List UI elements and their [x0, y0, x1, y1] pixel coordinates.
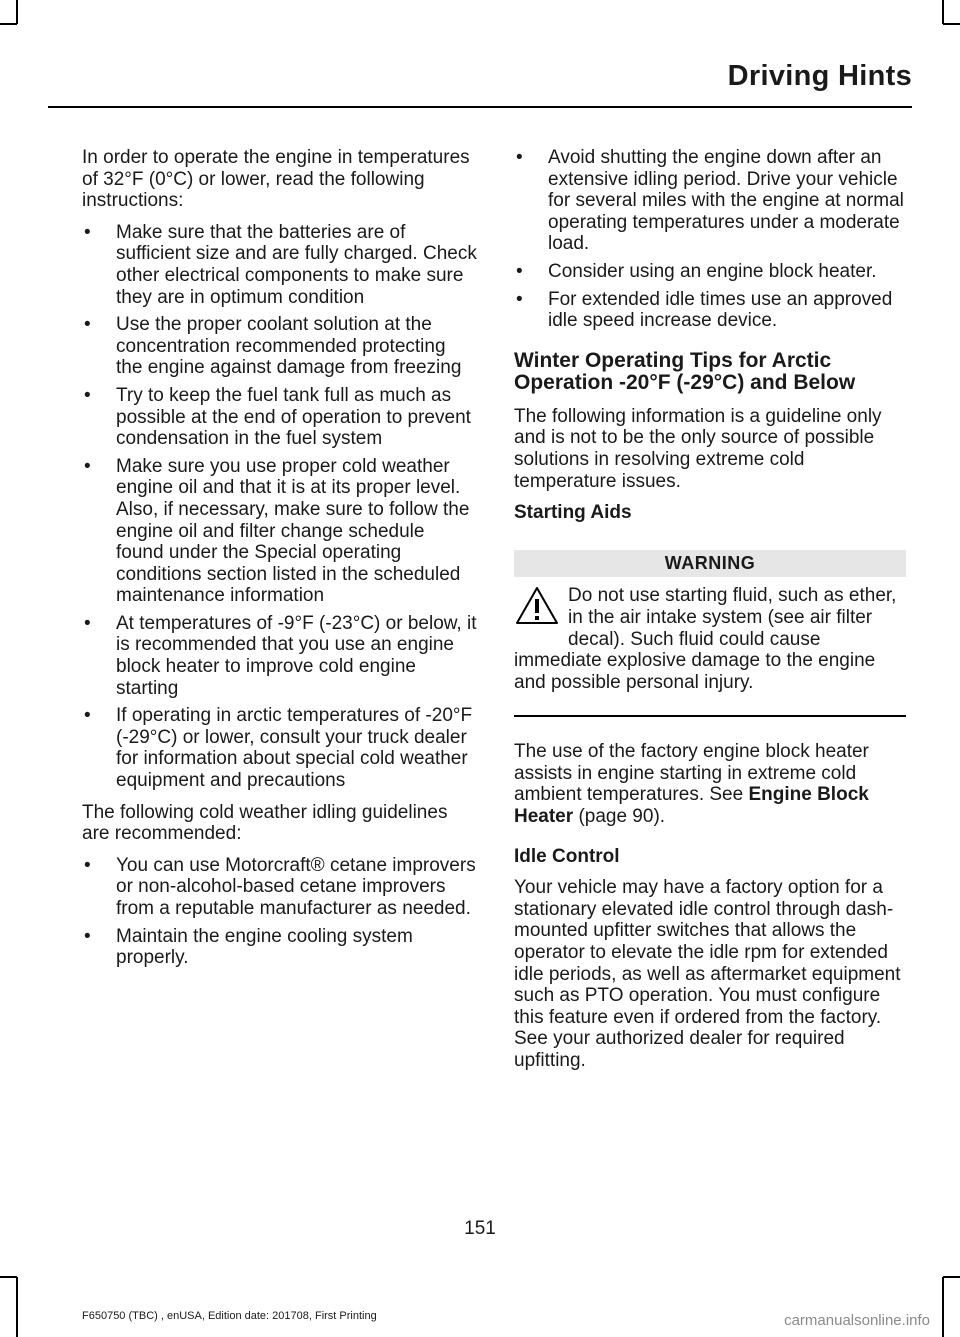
- list-item-text: Maintain the engine cooling system properly.: [116, 925, 413, 969]
- list-item: [82, 926, 477, 969]
- crop-mark: [0, 23, 17, 25]
- list-item-text: Use the proper coolant solution at the concentration recommended protecting the engine against damage from freezing: [116, 314, 462, 379]
- crop-mark: [943, 23, 960, 25]
- section-intro: The following information is a guideline only and is not to be the only source of possible solutions in resolving extreme cold temperature issues.: [514, 405, 882, 492]
- warning-text: Do not use starting fluid, such as ether, in the air intake system (see air filter decal). Such fluid could cause immediate explosive damage to the engine and possible personal injury.: [514, 585, 897, 693]
- bullet: •: [516, 147, 523, 168]
- list-item-text: Avoid shutting the engine down after an extensive idling period. Drive your vehicle for several miles with the engine at normal operating temperatures under a moderate load.: [548, 147, 904, 255]
- right-column: [514, 147, 906, 1082]
- bullet: •: [516, 288, 523, 310]
- heater-paragraph: [514, 741, 906, 827]
- bullet: •: [84, 384, 91, 406]
- warning-triangle-icon: [514, 585, 564, 629]
- bullet: •: [84, 221, 91, 243]
- list-item: [514, 289, 906, 332]
- heater-page-ref: (page 90).: [578, 806, 666, 828]
- list-item: [514, 261, 906, 283]
- list-item: [82, 855, 477, 920]
- bullet: •: [84, 705, 91, 727]
- list-item-text: Make sure that the batteries are of sufficient size and are fully charged. Check other electrical components to make sure they are in optimum condition: [116, 221, 477, 308]
- list-item: [82, 385, 477, 450]
- list-item-text: Consider using an engine block heater.: [548, 260, 877, 282]
- cold-start-list: [82, 222, 477, 792]
- watermark: carmanualsonline.info: [784, 1312, 930, 1329]
- page-title: Driving Hints: [727, 60, 912, 92]
- idling-list: [82, 855, 477, 969]
- list-item-text: Try to keep the fuel tank full as much as possible at the end of operation to prevent condensation in the fuel system: [116, 384, 471, 450]
- list-item: [82, 613, 477, 699]
- bullet: •: [84, 455, 91, 477]
- warning-box: [514, 550, 906, 718]
- header-rule: [48, 106, 912, 108]
- bullet: •: [516, 260, 523, 282]
- crop-mark: [16, 1277, 18, 1337]
- idling-intro: The following cold weather idling guidelines are recommended:: [82, 801, 448, 845]
- bullet: •: [84, 612, 91, 634]
- list-item: [82, 222, 477, 308]
- idling-list-continued: [514, 147, 906, 332]
- bullet: •: [84, 314, 91, 336]
- list-item-text: Make sure you use proper cold weather engine oil and that it is at its proper level. Also, if necessary, make sure to follow the engine oil and filter change schedule found under the Special operating conditions section listed in the scheduled maintenance information: [116, 455, 470, 607]
- crop-mark: [942, 0, 944, 24]
- list-item: [82, 705, 477, 791]
- warning-label: WARNING: [514, 550, 906, 578]
- section-heading: Winter Operating Tips for Arctic Operation -20°F (-29°C) and Below: [514, 348, 856, 394]
- list-item: [82, 314, 477, 379]
- list-item-text: At temperatures of -9°F (-23°C) or below, it is recommended that you use an engine block heater to improve cold engine starting: [116, 612, 477, 699]
- warning-body: [514, 585, 906, 693]
- page-number: 151: [464, 1218, 496, 1239]
- intro-paragraph: In order to operate the engine in temperatures of 32°F (0°C) or lower, read the following instructions:: [82, 147, 470, 212]
- bullet: •: [84, 854, 91, 876]
- list-item: [514, 147, 906, 255]
- subheading-idle-control: Idle Control: [514, 845, 620, 867]
- heater-reference-link[interactable]: Engine Block Heater: [514, 784, 869, 828]
- idle-control-text: Your vehicle may have a factory option for a stationary elevated idle control through dash-mounted upfitter switches that allows the operator to elevate the idle rpm for extended idle periods, as well as aftermarket equipment such as PTO operation. You must configure this feature even if ordered from the factory. See your authorized dealer for required upfitting.: [514, 877, 901, 1071]
- list-item-text: For extended idle times use an approved idle speed increase device.: [548, 288, 893, 332]
- list-item: [82, 456, 477, 607]
- list-item-text: If operating in arctic temperatures of -20°F (-29°C) or lower, consult your truck dealer for information about special cold weather equipment and precautions: [116, 705, 473, 792]
- crop-mark: [16, 0, 18, 24]
- left-column: [82, 147, 477, 979]
- bullet: •: [84, 925, 91, 947]
- heater-text: The use of the factory engine block heater assists in engine starting in extreme cold ambient temperatures. See: [514, 741, 869, 806]
- list-item-text: You can use Motorcraft® cetane improvers or non-alcohol-based cetane improvers from a reputable manufacturer as needed.: [116, 854, 476, 919]
- crop-mark: [942, 1277, 944, 1337]
- subheading-starting-aids: Starting Aids: [514, 502, 632, 524]
- crop-mark: [0, 1276, 17, 1278]
- crop-mark: [943, 1276, 960, 1278]
- footer-edition: F650750 (TBC) , enUSA, Edition date: 201708, First Printing: [82, 1310, 377, 1322]
